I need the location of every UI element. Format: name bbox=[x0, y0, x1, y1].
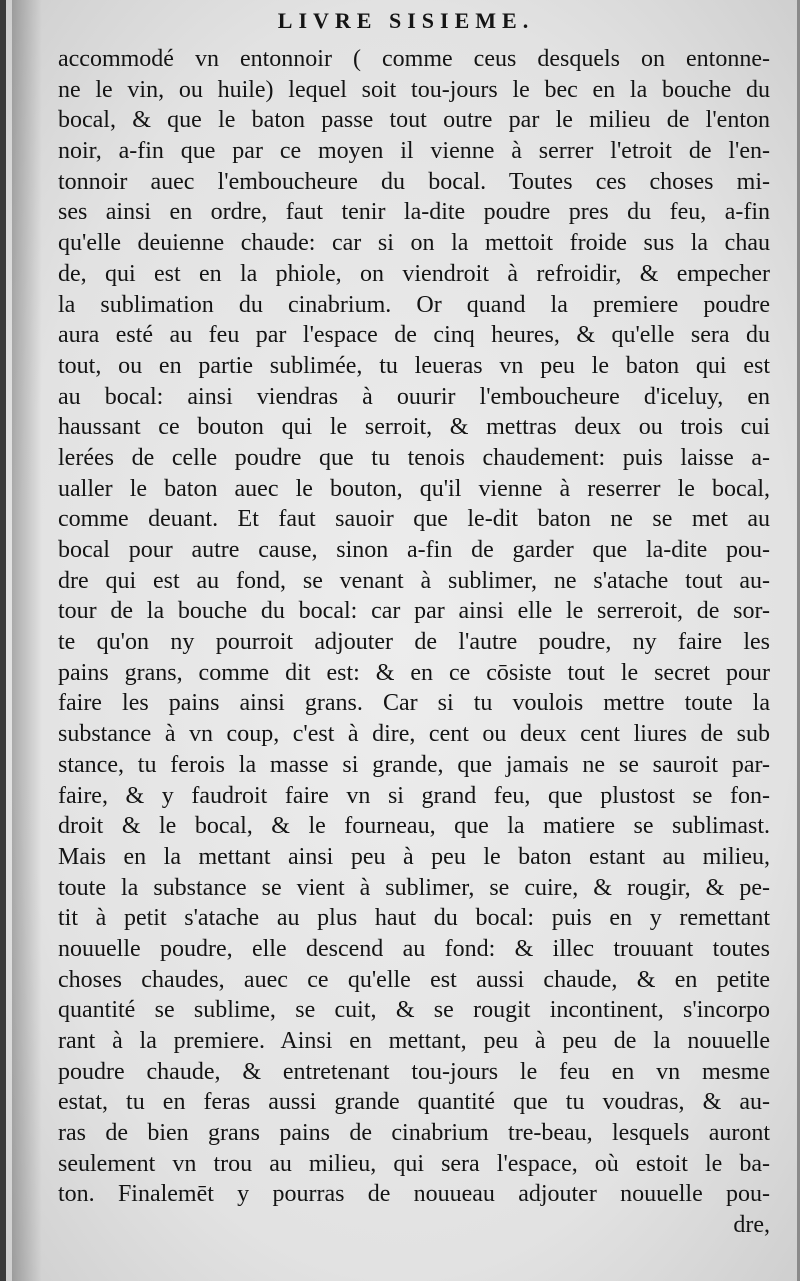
text-line: pains grans, comme dit est: & en ce cōsiste tout le secret pour bbox=[58, 659, 770, 686]
text-line: tit à petit s'atache au plus haut du bocal: puis en y remettant bbox=[58, 905, 770, 932]
text-line: tout, ou en partie sublimée, tu leueras vn peu le baton qui est bbox=[58, 352, 770, 379]
running-head: LIVRE SISIEME. bbox=[277, 8, 535, 33]
text-line: te qu'on ny pourroit adjouter de l'autre poudre, ny faire les bbox=[58, 629, 770, 656]
text-line: rant à la premiere. Ainsi en mettant, peu à peu de la nouuelle bbox=[58, 1028, 770, 1054]
text-line: qu'elle deuienne chaude: car si on la mettoit froide sus la chau bbox=[58, 230, 770, 257]
text-line: substance à vn coup, c'est à dire, cent ou deux cent liures de sub bbox=[58, 721, 770, 748]
text-line: de, qui est en la phiole, on viendroit à refroidir, & empecher bbox=[58, 260, 770, 287]
text-line: bocal pour autre cause, sinon a-fin de garder que la-dite pou- bbox=[58, 537, 770, 563]
text-line: lerées de celle poudre que tu tenois chaudement: puis laisse a- bbox=[58, 444, 770, 471]
text-line: bocal, & que le baton passe tout outre par le milieu de l'enton bbox=[58, 107, 770, 134]
text-line: ne le vin, ou huile) lequel soit tou-jours le bec en la bouche du bbox=[58, 76, 770, 103]
text-line: ses ainsi en ordre, faut tenir la-dite poudre pres du feu, a-fin bbox=[58, 199, 770, 226]
text-line: haussant ce bouton qui le serroit, & mettras deux ou trois cui bbox=[58, 414, 770, 441]
text-line: faire, & y faudroit faire vn si grand feu, que plustost se fon- bbox=[58, 782, 770, 809]
text-line: la sublimation du cinabrium. Or quand la premiere poudre bbox=[58, 291, 770, 318]
gutter-shadow bbox=[12, 0, 42, 1281]
text-line: seulement vn trou au milieu, qui sera l'espace, où estoit le ba- bbox=[58, 1150, 770, 1177]
text-line: ualler le baton auec le bouton, qu'il vienne à reserrer le bocal, bbox=[58, 475, 770, 502]
text-line: accommodé vn entonnoir ( comme ceus desquels on entonne- bbox=[58, 46, 770, 72]
text-line: nouuelle poudre, elle descend au fond: & illec trouuant toutes bbox=[58, 935, 770, 962]
text-line: poudre chaude, & entretenant tou-jours le feu en vn mesme bbox=[58, 1058, 770, 1085]
text-line: dre, bbox=[733, 1212, 770, 1239]
text-line: faire les pains ainsi grans. Car si tu voulois mettre toute la bbox=[58, 690, 770, 717]
text-line: Mais en la mettant ainsi peu à peu le baton estant au milieu, bbox=[58, 843, 770, 870]
text-line: stance, tu ferois la masse si grande, que jamais ne se sauroit par- bbox=[58, 751, 770, 778]
text-line: tonnoir auec l'embouchеure du bocal. Toutes ces choses mi- bbox=[58, 168, 770, 195]
text-line: noir, a-fin que par ce moyen il vienne à serrer l'etroit de l'en- bbox=[58, 138, 770, 165]
text-line: comme deuant. Et faut sauoir que le-dit baton ne se met au bbox=[58, 506, 770, 533]
text-line: droit & le bocal, & le fourneau, que la matiere se sublimast. bbox=[58, 813, 770, 840]
text-line: choses chaudes, auec ce qu'elle est aussi chaude, & en petite bbox=[58, 966, 770, 993]
text-line: toute la substance se vient à sublimer, se cuire, & rougir, & pe- bbox=[58, 874, 770, 901]
body-text bbox=[58, 44, 770, 1241]
text-line: dre qui est au fond, se venant à sublimer, ne s'atache tout au- bbox=[58, 567, 770, 594]
text-line: au bocal: ainsi viendras à ouurir l'embouchеure d'iceluy, en bbox=[58, 383, 770, 410]
text-line: tour de la bouche du bocal: car par ainsi elle le serreroit, de sor- bbox=[58, 598, 770, 625]
text-line: estat, tu en feras aussi grande quantité que tu voudras, & au- bbox=[58, 1089, 770, 1116]
text-line: aura esté au feu par l'espace de cinq heures, & qu'elle sera du bbox=[58, 322, 770, 349]
text-line: quantité se sublime, se cuit, & se rougit incontinent, s'incorpo bbox=[58, 997, 770, 1024]
text-line: ton. Finalemēt y pourras de nouueau adjouter nouuelle pou- bbox=[58, 1181, 770, 1208]
text-line: ras de bien grans pains de cinabrium tre-beau, lesquels auront bbox=[58, 1120, 770, 1147]
